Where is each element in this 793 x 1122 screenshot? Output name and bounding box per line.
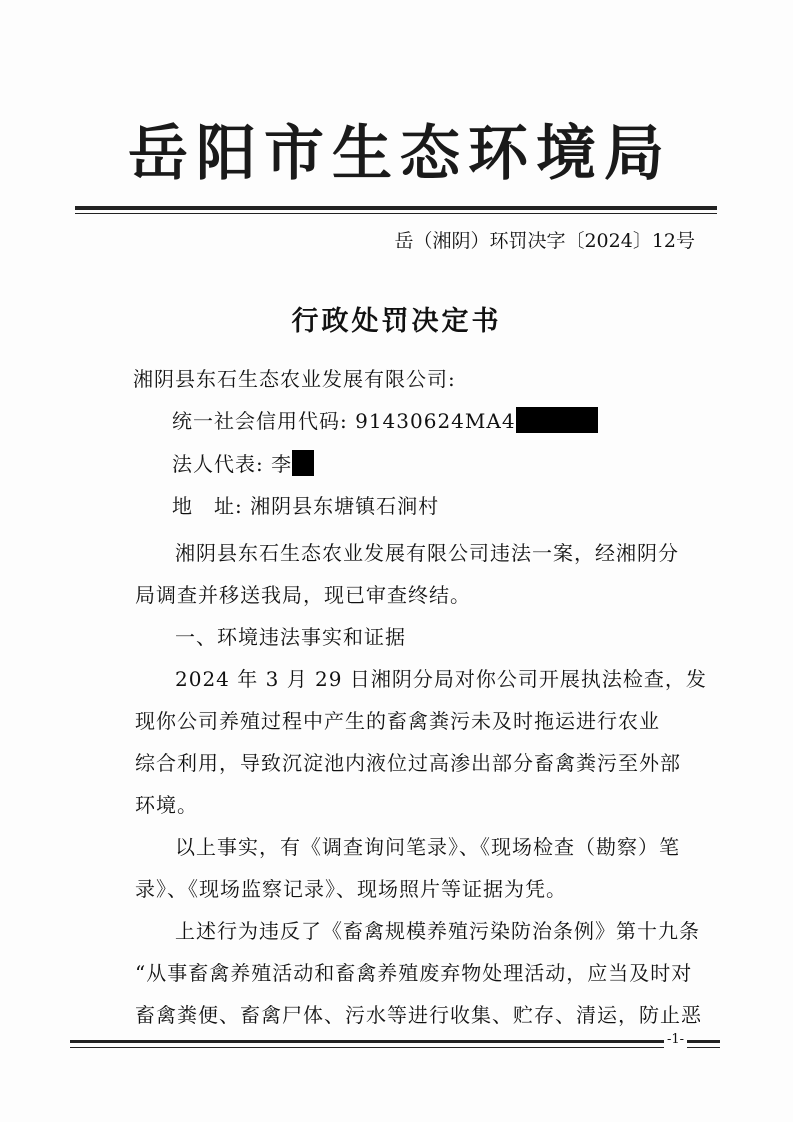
legal-rep-label: 法人代表: bbox=[172, 452, 264, 476]
body-line: 上述行为违反了《畜禽规模养殖污染防治条例》第十九条 bbox=[175, 919, 700, 943]
credit-code-value: 91430624MA4 bbox=[355, 409, 516, 433]
body-line: 录》、《现场监察记录》、现场照片等证据为凭。 bbox=[135, 877, 567, 901]
body-line: 畜禽粪便、畜禽尸体、污水等进行收集、贮存、清运，防止恶 bbox=[135, 1003, 702, 1027]
redaction-block bbox=[292, 450, 314, 476]
address-value: 湘阴县东塘镇石涧村 bbox=[250, 494, 440, 518]
header-rule-thin bbox=[75, 213, 717, 214]
agency-header: 岳阳市生态环境局 bbox=[128, 119, 672, 189]
body-line: 2024 年 3 月 29 日湘阴分局对你公司开展执法检查，发 bbox=[175, 667, 707, 691]
body-line: 综合利用，导致沉淀池内液位过高渗出部分畜禽粪污至外部 bbox=[135, 751, 681, 775]
body-line: 以上事实，有《调查询问笔录》、《现场检查（勘察）笔 bbox=[175, 835, 680, 859]
body-line: 湘阴县东石生态农业发展有限公司违法一案，经湘阴分 bbox=[175, 541, 679, 565]
credit-code-line bbox=[172, 406, 598, 436]
address-label: 地 址: bbox=[172, 494, 243, 518]
body-line: 环境。 bbox=[135, 793, 198, 817]
footer-rule-thick bbox=[70, 1040, 720, 1043]
legal-rep-value: 李 bbox=[271, 452, 293, 476]
address-line bbox=[172, 491, 439, 521]
legal-rep-line bbox=[172, 449, 314, 479]
header-rule-thick bbox=[75, 206, 717, 210]
document-number: 岳（湘阴）环罚决字〔2024〕12号 bbox=[394, 230, 695, 252]
body-line: 现你公司养殖过程中产生的畜禽粪污未及时拖运进行农业 bbox=[135, 709, 660, 733]
document-title: 行政处罚决定书 bbox=[291, 306, 502, 337]
page-number: -1- bbox=[664, 1032, 687, 1048]
body-line: “从事畜禽养殖活动和畜禽养殖废弃物处理活动，应当及时对 bbox=[135, 961, 693, 985]
section-heading: 一、环境违法事实和证据 bbox=[175, 625, 406, 649]
credit-code-label: 统一社会信用代码: bbox=[172, 409, 348, 433]
body-line: 局调查并移送我局，现已审查终结。 bbox=[135, 583, 471, 607]
redaction-block bbox=[516, 407, 598, 433]
footer-rule-thin bbox=[70, 1047, 720, 1048]
party-name: 湘阴县东石生态农业发展有限公司: bbox=[133, 367, 456, 391]
